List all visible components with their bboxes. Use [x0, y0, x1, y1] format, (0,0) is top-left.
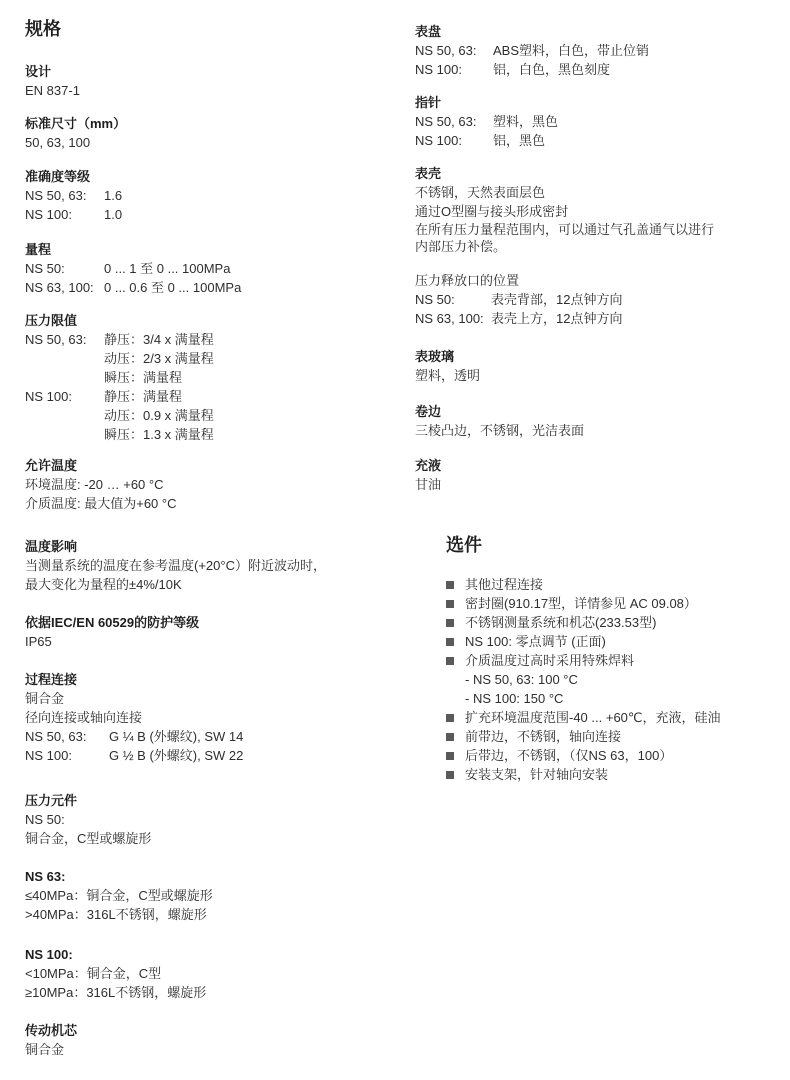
list-item-label: 其他过程连接: [465, 577, 544, 592]
spec-key: [25, 368, 104, 387]
section-ns63: [25, 867, 213, 924]
options-list: [446, 575, 786, 784]
section-heading: 表盘: [415, 24, 442, 39]
section-subheading: 压力释放口的位置: [415, 273, 520, 288]
list-item: [446, 594, 786, 613]
square-bullet-icon: [446, 657, 454, 665]
spec-value: ABS塑料，白色，带止位销: [493, 43, 650, 58]
options-title: 选件: [446, 535, 482, 555]
section-text: >40MPa：316L不锈钢，螺旋形: [25, 907, 207, 922]
square-bullet-icon: [446, 752, 454, 760]
section-text: 介质温度: 最大值为+60 °C: [25, 496, 177, 511]
list-item: [446, 651, 786, 670]
square-bullet-icon: [446, 771, 454, 779]
spec-value: 0 ... 0.6 至 0 ... 100MPa: [104, 280, 242, 295]
list-item-label: NS 100: 零点调节 (正面): [465, 634, 606, 649]
section-heading: 允许温度: [25, 458, 78, 473]
spec-value: 瞬压：满量程: [104, 370, 183, 385]
spec-key: [25, 425, 104, 444]
section-blowout: [415, 271, 622, 328]
section-heading: 量程: [25, 242, 52, 257]
section-text: 最大变化为量程的±4%/10K: [25, 577, 182, 592]
list-item: [446, 727, 786, 746]
section-text: 在所有压力量程范围内，可以通过气孔盖通气以进行: [415, 222, 715, 237]
spec-row: [25, 186, 122, 205]
spec-row: [25, 425, 214, 444]
section-pressure-limitation: [25, 311, 214, 444]
spec-row: [25, 330, 214, 349]
section-case: [415, 164, 714, 255]
spec-row: [25, 727, 243, 746]
spec-key: NS 63, 100:: [25, 280, 94, 295]
section-dial: [415, 22, 649, 79]
spec-key: [25, 406, 104, 425]
spec-key: NS 50:: [25, 261, 65, 276]
section-heading: 准确度等级: [25, 169, 91, 184]
list-item: [446, 708, 786, 727]
section-text: 铜合金: [25, 691, 65, 706]
list-item: [446, 765, 786, 784]
list-item: [446, 575, 786, 594]
section-accuracy-class: [25, 167, 122, 224]
list-item: [446, 746, 786, 765]
spec-row: [415, 60, 649, 79]
section-text: 环境温度: -20 … +60 °C: [25, 477, 164, 492]
spec-key: NS 50:: [415, 292, 455, 307]
section-pressure-element: [25, 791, 151, 848]
spec-key: NS 100:: [25, 748, 72, 763]
section-heading: 传动机芯: [25, 1023, 78, 1038]
list-item-label: 扩充环境温度范围-40 ... +60℃，充液，硅油: [465, 710, 721, 725]
list-item-label: 不锈钢测量系统和机芯(233.53型): [465, 615, 657, 630]
spec-key: [25, 349, 104, 368]
spec-value: 塑料，黑色: [493, 114, 559, 129]
spec-row: [25, 259, 241, 278]
list-item-label: 密封圈(910.17型，详情参见 AC 09.08）: [465, 596, 697, 611]
square-bullet-icon: [446, 733, 454, 741]
list-item-label: 介质温度过高时采用特殊焊料: [465, 653, 635, 668]
section-ingress-protection: [25, 613, 199, 651]
section-heading: 压力元件: [25, 793, 78, 808]
section-text: 不锈钢，天然表面层色: [415, 185, 546, 200]
list-item: [446, 613, 786, 632]
page-title: 规格: [25, 19, 61, 39]
section-heading: NS 63:: [25, 869, 66, 884]
section-text: NS 50:: [25, 812, 65, 827]
section-heading: 压力限值: [25, 313, 78, 328]
section-movement: [25, 1021, 77, 1059]
section-heading: 过程连接: [25, 672, 78, 687]
section-text: 径向连接或轴向连接: [25, 710, 143, 725]
section-text: 甘油: [415, 477, 442, 492]
section-heading: 充液: [415, 458, 442, 473]
spec-key: NS 100:: [415, 133, 462, 148]
spec-row: [25, 349, 214, 368]
section-heading: 设计: [25, 64, 52, 79]
spec-key: NS 63, 100:: [415, 311, 484, 326]
section-text: 铜合金: [25, 1042, 65, 1057]
section-text: 塑料，透明: [415, 368, 481, 383]
spec-row: [25, 746, 243, 765]
spec-value: 表壳背部，12点钟方向: [491, 292, 623, 307]
section-text: IP65: [25, 634, 52, 649]
section-text: 通过O型圈与接头形成密封: [415, 204, 569, 219]
section-heading: NS 100:: [25, 947, 73, 962]
section-text: 50, 63, 100: [25, 135, 91, 150]
spec-row: [25, 278, 241, 297]
square-bullet-icon: [446, 600, 454, 608]
section-scale-range: [25, 240, 241, 297]
spec-key: NS 100:: [25, 207, 72, 222]
square-bullet-icon: [446, 619, 454, 627]
section-nominal-size: [25, 114, 126, 152]
spec-row: [415, 41, 649, 60]
spec-row: [25, 205, 122, 224]
section-text: 当测量系统的温度在参考温度(+20°C）附近波动时，: [25, 558, 326, 573]
spec-value: 瞬压：1.3 x 满量程: [104, 427, 214, 442]
section-heading: 依据IEC/EN 60529的防护等级: [25, 615, 200, 630]
square-bullet-icon: [446, 638, 454, 646]
square-bullet-icon: [446, 581, 454, 589]
spec-row: [415, 112, 558, 131]
section-permissible-temperature: [25, 456, 176, 513]
spec-value: 动压：2/3 x 满量程: [104, 351, 214, 366]
spec-value: 1.0: [104, 207, 123, 222]
section-text: EN 837-1: [25, 83, 80, 98]
spec-key: NS 50, 63:: [415, 114, 477, 129]
section-heading: 卷边: [415, 404, 442, 419]
spec-row: [415, 309, 622, 328]
spec-row: [415, 290, 622, 309]
spec-key: NS 100:: [415, 62, 462, 77]
spec-value: 动压：0.9 x 满量程: [104, 408, 214, 423]
section-heading: 指针: [415, 95, 442, 110]
spec-row: [25, 387, 214, 406]
section-ns100: [25, 945, 206, 1002]
spec-value: G ½ B (外螺纹), SW 22: [109, 748, 244, 763]
list-item-label: 前带边，不锈钢，轴向连接: [465, 729, 622, 744]
section-design: [25, 62, 80, 100]
spec-key: NS 100:: [25, 389, 72, 404]
section-ring: [415, 402, 584, 440]
section-heading: 温度影响: [25, 539, 78, 554]
section-pointer: [415, 93, 558, 150]
section-process-connection: [25, 670, 243, 765]
spec-value: 0 ... 1 至 0 ... 100MPa: [104, 261, 231, 276]
spec-row: [25, 406, 214, 425]
section-heading: 标准尺寸（mm）: [25, 116, 127, 131]
list-subitem: - NS 100: 150 °C: [465, 691, 564, 706]
section-filling: [415, 456, 441, 494]
spec-value: 1.6: [104, 188, 123, 203]
section-text: <10MPa：铜合金，C型: [25, 966, 162, 981]
list-item: [446, 632, 786, 651]
spec-key: NS 50, 63:: [25, 332, 87, 347]
spec-key: NS 50, 63:: [25, 729, 87, 744]
spec-row: [25, 368, 214, 387]
spec-value: 表壳上方，12点钟方向: [491, 311, 623, 326]
list-item-label: 后带边，不锈钢，（仅NS 63，100）: [465, 748, 673, 763]
spec-value: 铝，黑色: [493, 133, 546, 148]
section-text: 铜合金，C型或螺旋形: [25, 831, 152, 846]
section-temperature-effect: [25, 537, 326, 594]
spec-value: 静压：3/4 x 满量程: [104, 332, 214, 347]
spec-value: G ¼ B (外螺纹), SW 14: [109, 729, 244, 744]
spec-value: 铝，白色，黑色刻度: [493, 62, 611, 77]
list-subitem: - NS 50, 63: 100 °C: [465, 672, 578, 687]
section-text: 内部压力补偿。: [415, 239, 507, 254]
spec-value: 静压：满量程: [104, 389, 183, 404]
section-heading: 表玻璃: [415, 349, 455, 364]
section-window: [415, 347, 480, 385]
section-text: ≥10MPa：316L不锈钢，螺旋形: [25, 985, 207, 1000]
spec-key: NS 50, 63:: [25, 188, 87, 203]
spec-row: [415, 131, 558, 150]
list-item-label: 安装支架，针对轴向安装: [465, 767, 609, 782]
spec-key: NS 50, 63:: [415, 43, 477, 58]
square-bullet-icon: [446, 714, 454, 722]
section-heading: 表壳: [415, 166, 442, 181]
section-text: 三棱凸边，不锈钢，光洁表面: [415, 423, 585, 438]
section-text: ≤40MPa：铜合金，C型或螺旋形: [25, 888, 213, 903]
